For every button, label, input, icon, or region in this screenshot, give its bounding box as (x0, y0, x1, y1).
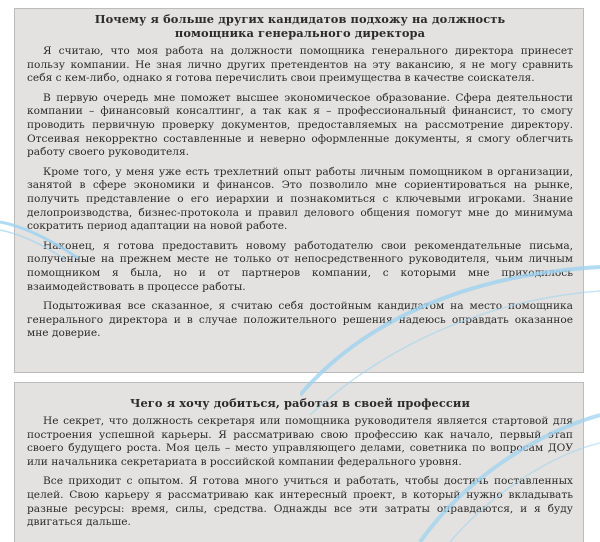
paragraph: Я считаю, что моя работа на должности помощника генерального директора принесет пользу компании. Не зная лично других претендентов на эту вакансию, я не могу сравнить себя с кем-либо, однако я готова перечислить свои преимущества в качестве соискателя. (27, 45, 573, 85)
paragraph: Наконец, я готова предоставить новому работодателю свои рекомендательные письма, полученные на прежнем месте не только от непосредственного руководителя, чьим личным помощником я была, но и от партнеров компании, с которыми мне приходилось взаимодействовать в процессе работы. (27, 239, 573, 293)
paragraph: Кроме того, у меня уже есть трехлетний опыт работы личным помощником в организации, занятой в сфере экономики и финансов. Это позволило мне сориентироваться на рынке, получить представление о его иерархии и познакомиться с ключевыми игроками. Знание делопроизводства, бизнес-протокола и правил делового общения помогут мне до минимума сократить период адаптации на новой работе. (27, 165, 573, 233)
paragraph: Все приходит с опытом. Я готова много учиться и работать, чтобы достичь поставленных целей. Свою карьеру я рассматриваю как интересный проект, в который нужно вкладывать разные ресурсы: время, силы, средства. Однажды все эти затраты оправдаются, и я буду двигаться дальше. (27, 475, 573, 529)
section-why-me-title (27, 12, 573, 40)
paragraph: В первую очередь мне поможет высшее экономическое образование. Сфера деятельности компании – финансовый консалтинг, а так как я – профессиональный финансист, то смогу проводить первичную проверку документов, предоставляемых на рассмотрение директору. Отсеивая некорректно составленные и неверно оформленные документы, я смогу облегчить работу своего руководителя. (27, 91, 573, 159)
paragraph: Не секрет, что должность секретаря или помощника руководителя является стартовой для построения успешной карьеры. Я рассматриваю свою профессию как начало, первый этап своего будущего роста. Моя цель – место управляющего делами, советника по вопросам ДОУ или начальника секретариата в российской компании федерального уровня. (27, 415, 573, 468)
section-why-me-title-line2: помощника генерального директора (174, 26, 426, 40)
paragraph: Подытоживая все сказанное, я считаю себя достойным кандидатом на место помощника генерального директора и в случае положительного решения надеюсь оправдать оказанное мне доверие. (27, 300, 573, 340)
section-career-goals (14, 382, 584, 542)
section-why-me (14, 8, 584, 373)
section-career-goals-title: Чего я хочу добиться, работая в своей профессии (129, 396, 471, 410)
section-why-me-title-line1: Почему я больше других кандидатов подхожу на должность (94, 12, 506, 26)
